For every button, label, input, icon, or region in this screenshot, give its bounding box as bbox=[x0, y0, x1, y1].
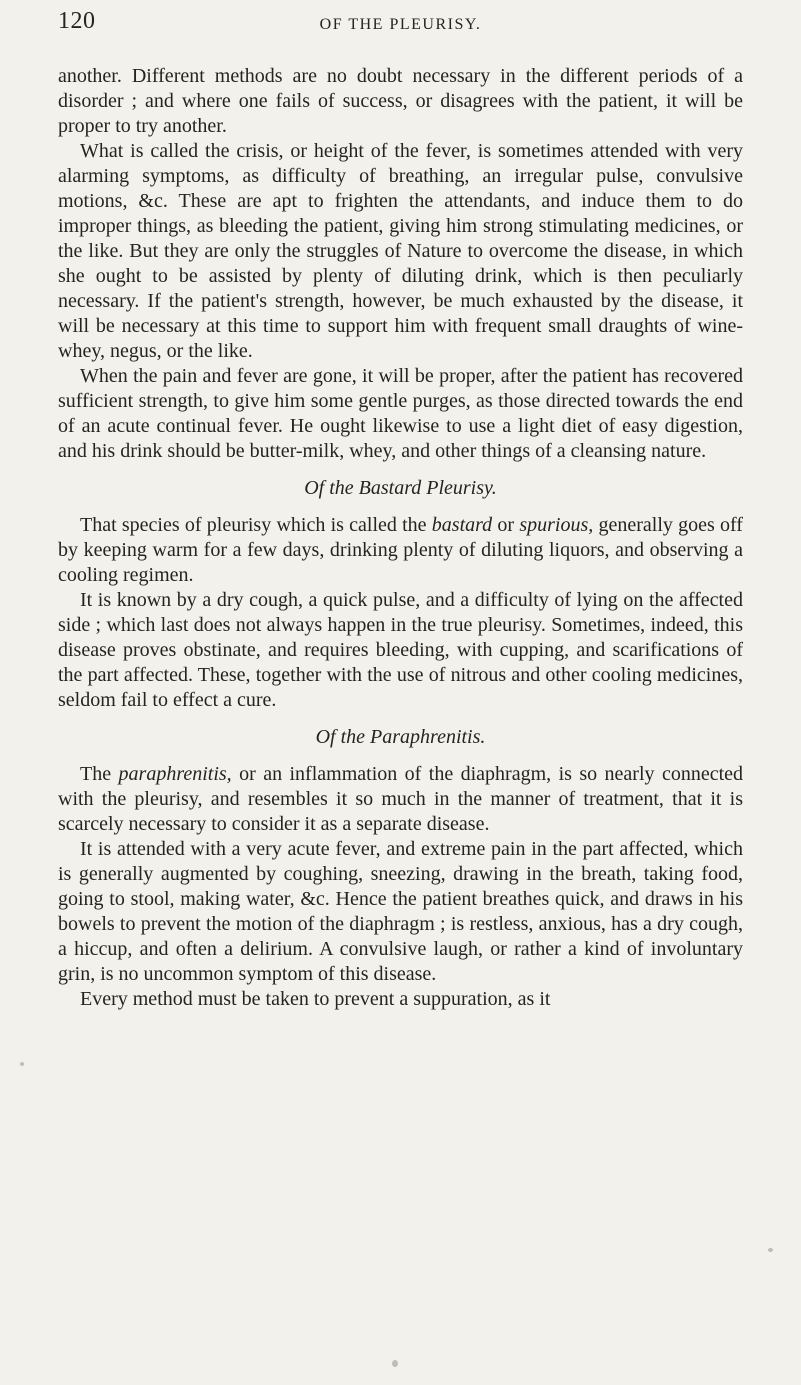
section-heading-bastard-pleurisy: Of the Bastard Pleurisy. bbox=[304, 477, 497, 499]
ink-speck bbox=[768, 1248, 773, 1252]
paragraph-continuation: another. Different methods are no doubt necessary in the different periods of a disorder ; and where one fails of success, or disagrees with the patient, it will be proper to try another. bbox=[58, 65, 743, 137]
ink-speck bbox=[20, 1062, 24, 1066]
text-run: or an inflammation of the diaphragm, is so nearly connected with the pleurisy, and resembles it so much in the manner of treatment, that it is scarcely necessary to consider it as a separate disease. bbox=[58, 763, 744, 835]
paragraph-paraphrenitis-symptoms: It is attended with a very acute fever, and extreme pain in the part affected, which is generally augmented by coughing, sneezing, drawing in the breath, taking food, going to stool, making water, &c. Hence the patient breathes quick, and draws in his bowels to prevent the motion of the diaphragm ; is restless, anxious, has a dry cough, a hiccup, and often a delirium. A convulsive laugh, or rather a kind of involuntary grin, is no uncommon symptom of this disease. bbox=[58, 838, 743, 985]
paragraph-convalescence: When the pain and fever are gone, it will be proper, after the patient has recovered sufficient strength, to give him some gentle purges, as those directed towards the end of an acute continual fever. He ought likewise to use a light diet of easy digestion, and his drink should be butter-milk, whey, and other things of a cleansing nature. bbox=[58, 365, 743, 462]
text-run: generally goes off by keeping warm for a few days, drinking plenty of diluting liquors, and observing a cooling regimen. bbox=[58, 514, 743, 586]
body-text bbox=[58, 64, 743, 1012]
page-number: 120 bbox=[58, 8, 96, 34]
section-heading-paraphrenitis: Of the Paraphrenitis. bbox=[315, 726, 486, 748]
text-run: That species of pleurisy which is called the bbox=[80, 514, 432, 536]
paragraph-paraphrenitis-intro bbox=[58, 762, 743, 837]
italic-term-spurious: spurious, bbox=[519, 514, 594, 536]
paragraph-crisis: What is called the crisis, or height of the fever, is sometimes attended with very alarming symptoms, as difficulty of breathing, an irregular pulse, convulsive motions, &c. These are apt to frighten the attendants, and induce them to do improper things, as bleeding the patient, giving him strong stimulating medicines, or the like. But they are only the struggles of Nature to overcome the disease, in which she ought to be assisted by plenty of diluting drink, which is then peculiarly necessary. If the patient's strength, however, be much exhausted by the disease, it will be necessary at this time to support him with frequent small draughts of wine-whey, negus, or the like. bbox=[58, 140, 743, 362]
paragraph-bastard-symptoms: It is known by a dry cough, a quick pulse, and a difficulty of lying on the affected side ; which last does not always happen in the true pleurisy. Sometimes, indeed, this disease proves obstinate, and requires bleeding, with cupping, and scarifications of the part affected. These, together with the use of nitrous and other cooling medicines, seldom fail to effect a cure. bbox=[58, 589, 743, 711]
paragraph-paraphrenitis-treatment: Every method must be taken to prevent a suppuration, as it bbox=[80, 988, 551, 1010]
text-run: or bbox=[492, 514, 520, 536]
italic-term-paraphrenitis: paraphrenitis, bbox=[118, 763, 232, 785]
running-head bbox=[58, 8, 743, 40]
text-run: The bbox=[80, 763, 119, 785]
paragraph-bastard-intro bbox=[58, 513, 743, 588]
ink-speck bbox=[392, 1360, 398, 1367]
running-title: OF THE PLEURISY. bbox=[319, 16, 482, 33]
italic-term-bastard: bastard bbox=[431, 514, 493, 536]
